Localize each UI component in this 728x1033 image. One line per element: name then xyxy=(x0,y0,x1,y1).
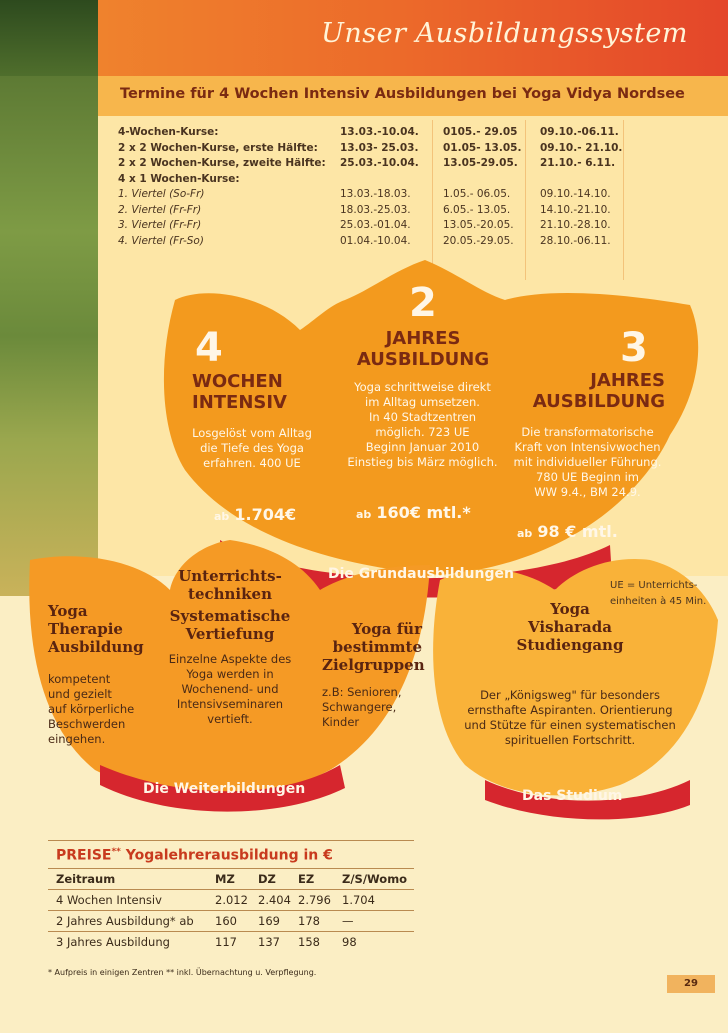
price-table xyxy=(48,840,414,952)
studium-label: Das Studium xyxy=(522,788,623,804)
weiter-label: Die Weiterbildungen xyxy=(143,781,306,797)
middle-price: ab 160€ mtl.* xyxy=(356,503,471,522)
zielgruppen-text: z.B: Senioren, Schwangere, Kinder xyxy=(322,685,402,729)
studium-title: Yoga Visharada Studiengang xyxy=(516,600,624,654)
vertiefung-text: Einzelne Aspekte des Yoga werden in Wochenend- und Intensivseminaren vertieft. xyxy=(168,652,292,726)
photo-top xyxy=(0,0,98,76)
schedule-row: 4. Viertel (Fr-So) 01.04.-10.04. 20.05.-29.05. 28.10.-06.11. xyxy=(118,234,611,247)
left-price: ab 1.704€ xyxy=(214,505,297,524)
price-header-row: Zeitraum MZ DZ EZ Z/S/Womo xyxy=(56,871,408,886)
middle-description: Yoga schrittweise direkt im Alltag umsetzen. In 40 Stadtzentren möglich. 723 UE Beginn Januar 2010 Einstieg bis März möglich. xyxy=(347,380,498,469)
right-price: ab 98 € mtl. xyxy=(517,522,618,541)
ue-note: UE = Unterrichts- einheiten à 45 Min. xyxy=(610,580,707,607)
footnote: * Aufpreis in einigen Zentren ** inkl. Übernachtung u. Verpflegung. xyxy=(48,968,317,977)
schedule-row: 3. Viertel (Fr-Fr) 25.03.-01.04. 13.05.-20.05. 21.10.-28.10. xyxy=(118,219,611,231)
page-number: 29 xyxy=(667,975,715,993)
left-caption: WOCHEN INTENSIV xyxy=(192,371,287,413)
schedule-row: 4 x 1 Wochen-Kurse: xyxy=(118,172,240,185)
price-row: 4 Wochen Intensiv 2.012 2.404 2.796 1.704 xyxy=(56,892,375,907)
schedule-row: 4-Wochen-Kurse: 13.03.-10.04. 0105.- 29.05 09.10.-06.11. xyxy=(118,126,619,138)
schedule-row: 1. Viertel (So-Fr) 13.03.-18.03. 1.05.- 06.05. 09.10.-14.10. xyxy=(118,188,611,200)
studium-text: Der „Königsweg" für besonders ernsthafte Aspiranten. Orientierung und Stütze für einen systematischen spirituellen Fortschritt. xyxy=(464,688,676,747)
schedule-title: Termine für 4 Wochen Intensiv Ausbildungen bei Yoga Vidya Nordsee xyxy=(120,86,685,102)
left-number: 4 xyxy=(195,325,223,371)
schedule-table xyxy=(118,125,678,249)
yoga-therapie-text: kompetent und gezielt auf körperliche Beschwerden eingehen. xyxy=(48,672,135,746)
vertiefung-title: Systematische Vertiefung xyxy=(169,607,291,643)
schedule-row: 2. Viertel (Fr-Fr) 18.03.-25.03. 6.05.- 13.05. 14.10.-21.10. xyxy=(118,203,611,216)
unterricht-title: Unterrichts- techniken xyxy=(178,567,282,603)
page-title: Unser Ausbildungssystem xyxy=(321,18,688,49)
middle-caption: JAHRES AUSBILDUNG xyxy=(356,328,490,370)
left-description: Losgelöst vom Alltag die Tiefe des Yoga erfahren. 400 UE xyxy=(192,426,312,470)
price-title: PREISE** Yogalehrerausbildung in € xyxy=(56,847,333,864)
price-row: 2 Jahres Ausbildung* ab 160 169 178 — xyxy=(56,913,354,928)
grund-label: Die Grundausbildungen xyxy=(328,566,514,582)
price-row: 3 Jahres Ausbildung 117 137 158 98 xyxy=(56,934,357,949)
right-number: 3 xyxy=(620,325,648,371)
schedule-row: 2 x 2 Wochen-Kurse, zweite Hälfte: 25.03.-10.04. 13.05-29.05. 21.10.- 6.11. xyxy=(118,157,616,169)
right-caption: JAHRES AUSBILDUNG xyxy=(532,370,665,412)
right-description: Die transformatorische Kraft von Intensivwochen mit individueller Führung. 780 UE Beginn im WW 9.4., BM 24.9. xyxy=(513,425,662,499)
schedule-row: 2 x 2 Wochen-Kurse, erste Hälfte: 13.03- 25.03. 01.05- 13.05. 09.10.- 21.10. xyxy=(118,141,623,154)
zielgruppen-title: Yoga für bestimmte Zielgruppen xyxy=(322,620,425,674)
middle-number: 2 xyxy=(409,280,437,326)
yoga-therapie-title: Yoga Therapie Ausbildung xyxy=(48,602,144,656)
